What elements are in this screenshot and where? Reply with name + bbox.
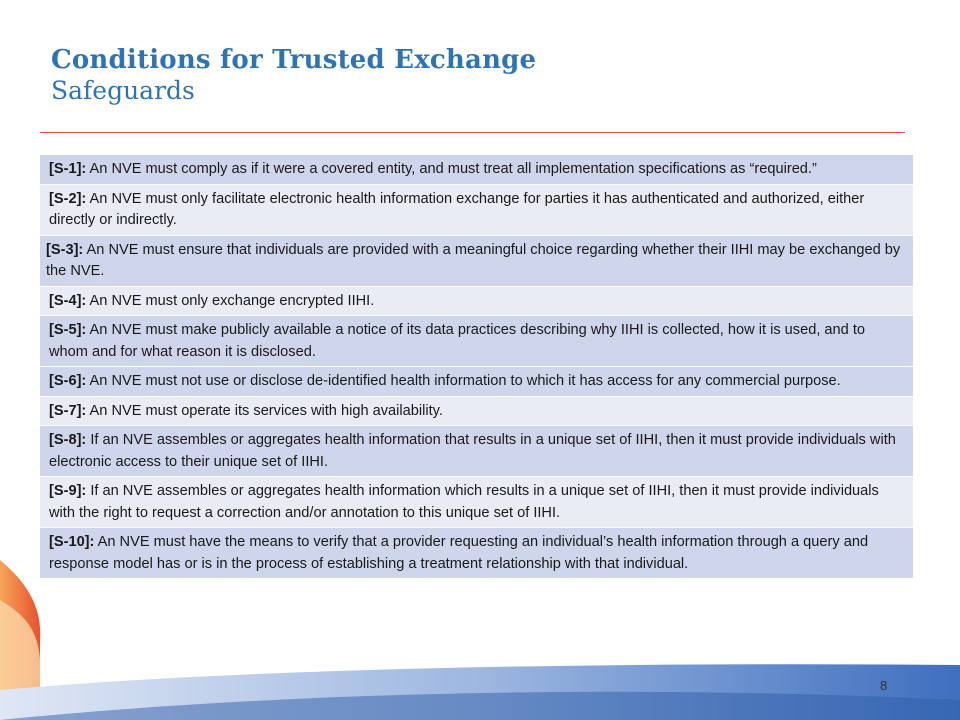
safeguard-text: An NVE must make publicly available a notice of its data practices describing why IIHI is collected, how it is used, and to whom and for what reason it is disclosed. [49,322,866,360]
safeguard-text: If an NVE assembles or aggregates health information that results in a unique set of IIHI, then it must provide individuals with electronic access to their unique set of IIHI. [49,432,896,470]
safeguard-id: [S-2]: [49,190,87,207]
safeguard-row-s10 [40,528,913,579]
safeguards-table [40,155,913,579]
safeguard-id: [S-8]: [49,432,87,448]
safeguard-row-s6 [40,367,913,397]
safeguard-id: [S-3]: [46,241,84,258]
safeguard-row-s4 [40,287,913,317]
safeguard-id: [S-9]: [49,483,87,499]
safeguard-id: [S-1]: [49,161,87,177]
title-block [51,44,536,106]
safeguard-row-s1 [40,155,913,185]
safeguard-row-s9 [40,477,913,528]
slide-subtitle: Safeguards [51,76,195,105]
safeguard-text: An NVE must only facilitate electronic health information exchange for parties it has authenticated and authorized, either directly or indirectly. [49,190,865,228]
safeguard-id: [S-5]: [49,322,87,338]
safeguard-row-s3 [40,236,913,287]
safeguard-text: An NVE must ensure that individuals are provided with a meaningful choice regarding whether their IIHI may be exchanged by the NVE. [46,241,901,279]
safeguard-text: If an NVE assembles or aggregates health information which results in a unique set of IIHI, then it must provide individuals with the right to request a correction and/or annotation to this unique set of IIHI. [49,483,879,521]
safeguard-row-s2 [40,185,913,236]
safeguard-id: [S-7]: [49,402,87,419]
safeguard-row-s5 [40,316,913,367]
safeguard-id: [S-10]: [49,534,95,550]
safeguard-id: [S-4]: [49,292,87,309]
safeguard-text: An NVE must operate its services with high availability. [86,402,443,419]
safeguard-id: [S-6]: [49,373,87,389]
safeguard-text: An NVE must only exchange encrypted IIHI. [86,292,375,309]
safeguard-text: An NVE must have the means to verify that a provider requesting an individual’s health information through a query and response model has or is in the process of establishing a treatment relationship with that individual. [49,534,869,572]
safeguard-row-s8 [40,426,913,477]
safeguard-text: An NVE must comply as if it were a covered entity, and must treat all implementation specifications as “required.” [86,161,817,177]
safeguard-text: An NVE must not use or disclose de-identified health information to which it has access for any commercial purpose. [86,373,841,389]
page-number: 8 [880,678,888,693]
slide-title: Conditions for Trusted Exchange [51,45,537,75]
safeguard-row-s7 [40,397,913,427]
title-divider [40,132,905,133]
